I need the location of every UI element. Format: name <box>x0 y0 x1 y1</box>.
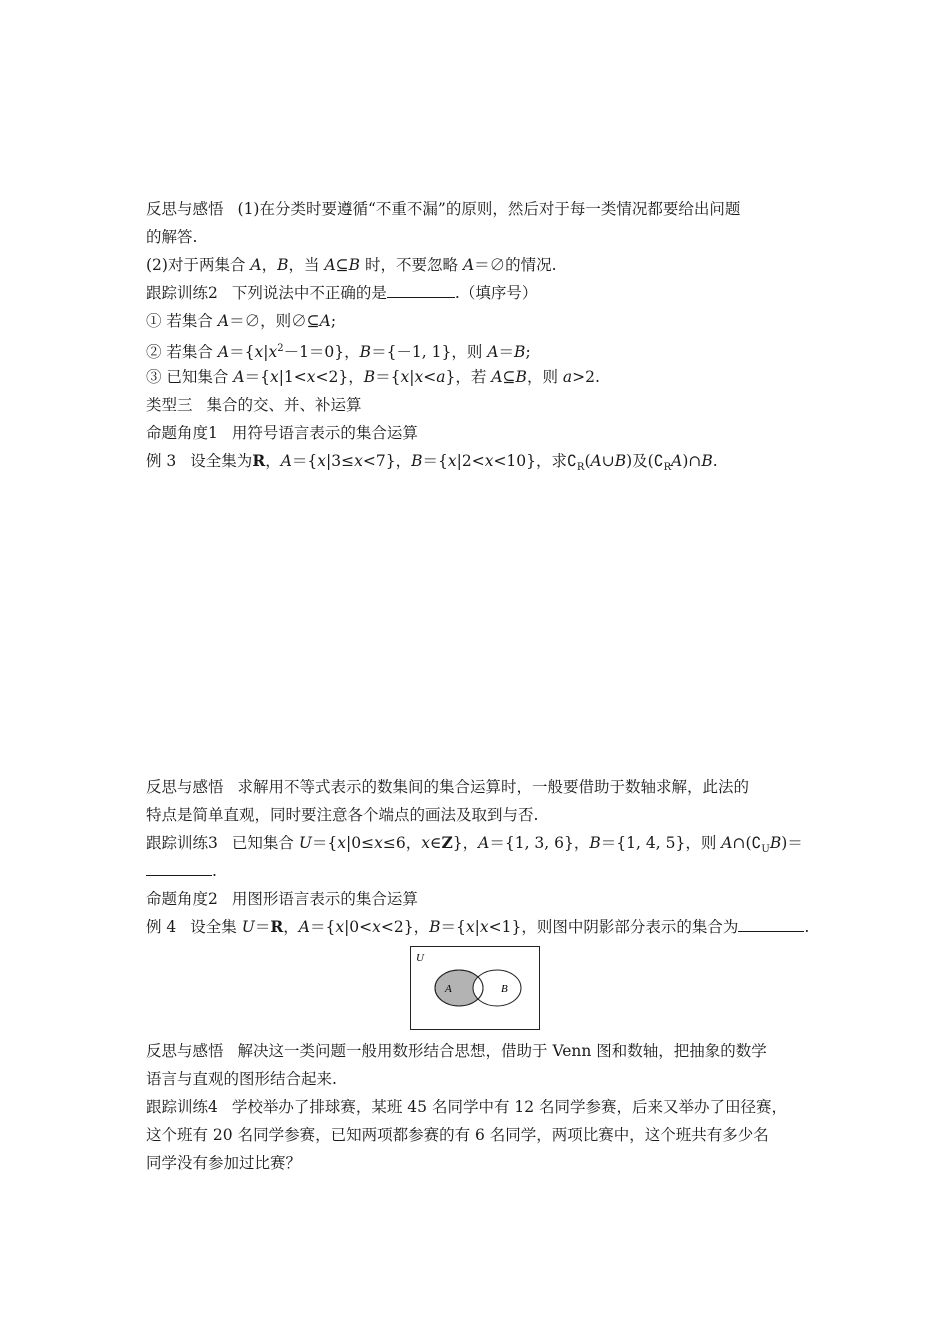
reflection-1-line-2: 的解答. <box>146 228 198 246</box>
track-3-question: 跟踪训练3 已知集合 U＝{x|0≤x≤6，x∈Z}，A＝{1, 3, 6}，B＝{1, 4, 5}，则 $A\cap(∁_UB)=$ <box>146 833 803 856</box>
track-4-line-1: 跟踪训练4 学校举办了排球赛，某班 45 名同学中有 12 名同学参赛，后来又举办了田径赛， <box>146 1098 788 1116</box>
track-2-question: 跟踪训练2 下列说法中不正确的是 .（填序号） <box>146 284 538 302</box>
venn-svg <box>411 947 539 1029</box>
answer-blank[interactable] <box>146 861 212 876</box>
venn-label-u: U <box>416 952 424 964</box>
track-2-head: 跟踪训练2 <box>146 284 218 302</box>
track-4-line-3: 同学没有参加过比赛？ <box>146 1154 302 1172</box>
reflection-3-line-2: 语言与直观的图形结合起来. <box>146 1070 337 1088</box>
venn-label-b: B <box>501 983 508 995</box>
reflection-3-line-1: 反思与感悟 解决这一类问题一般用数形结合思想，借助于 Venn 图和数轴，把抽象的数学 <box>146 1042 767 1060</box>
answer-blank[interactable] <box>387 283 455 298</box>
example-3: 例 3 设全集为R，A＝{x|3≤x<7}，B＝{x|2<x<10}，求$∁_R(A\cup B)$及$(∁_RA)\cap B$. <box>146 451 718 474</box>
track-2-item-1: ① 若集合 A＝∅，则∅⊆A; <box>146 312 337 330</box>
track-3-answer-line: . <box>146 860 217 882</box>
example-4: 例 4 设全集 U＝R，A＝{x|0<x<2}，B＝{x|x<1}，则图中阴影部分表示的集合为 . <box>146 917 810 936</box>
reflection-2-line-2: 特点是简单直观，同时要注意各个端点的画法及取到与否. <box>146 806 539 824</box>
answer-blank[interactable] <box>738 917 804 932</box>
angle-2: 命题角度2 用图形语言表示的集合运算 <box>146 890 418 908</box>
reflection-1-head: 反思与感悟 <box>146 200 224 218</box>
reflection-2-line-1: 反思与感悟 求解用不等式表示的数集间的集合运算时，一般要借助于数轴求解，此法的 <box>146 778 750 796</box>
track-4-line-2: 这个班有 20 名同学参赛，已知两项都参赛的有 6 名同学，两项比赛中，这个班共有多少名 <box>146 1126 769 1144</box>
reflection-1-line-3: (2)对于两集合 A，B，当 A⊆B 时，不要忽略 A＝∅的情况. <box>146 256 557 274</box>
track-2-item-3: ③ 已知集合 A＝{x|1<x<2}，B＝{x|x<a}，若 A⊆B，则 a>2. <box>146 368 600 386</box>
venn-diagram <box>410 946 540 1030</box>
track-2-item-2: ② 若集合 $A=\{x|x^2-1=0\}$，B＝{－1, 1}，则 A＝B; <box>146 343 531 362</box>
section-type-3: 类型三 集合的交、并、补运算 <box>146 396 362 414</box>
angle-1: 命题角度1 用符号语言表示的集合运算 <box>146 424 418 442</box>
venn-label-a: A <box>445 983 452 995</box>
reflection-1-line-1: 反思与感悟 (1)在分类时要遵循“不重不漏”的原则，然后对于每一类情况都要给出问题 <box>146 200 741 218</box>
